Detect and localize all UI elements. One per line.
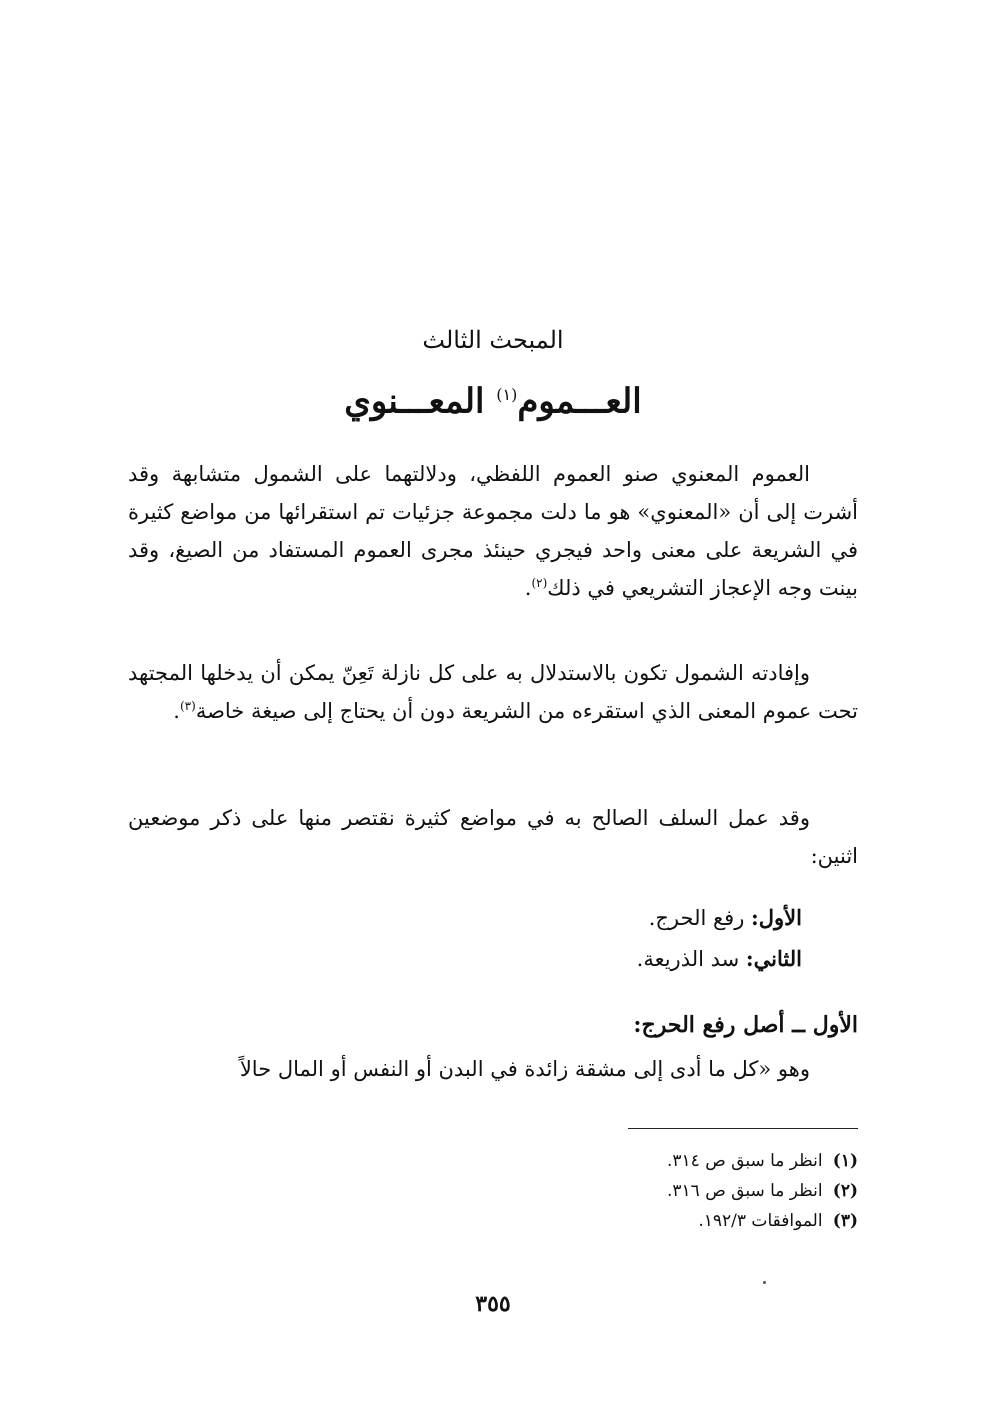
paragraph-1-text: العموم المعنوي صنو العموم اللفظي، ودلالتهما على الشمول متشابهة وقد أشرت إلى أن «المعنوي» هو ما دلت مجموعة جزئيات تم استقرائها من مواضع كثيرة في الشريعة على معنى واحد فيجري حينئذ مجرى العموم المستفاد من الصيغ، وقد بينت وجه الإعجاز التشريعي في ذلك bbox=[128, 462, 858, 600]
section-title-part-1: العـــموم bbox=[517, 381, 642, 422]
footnote-1-text: انظر ما سبق ص ٣١٤. bbox=[666, 1151, 823, 1171]
list-item-second-text: سد الذريعة. bbox=[636, 947, 746, 971]
footnote-ref-2: (٢) bbox=[531, 576, 548, 590]
paragraph-1 bbox=[128, 455, 858, 607]
footnote-2-text: انظر ما سبق ص ٣١٦. bbox=[666, 1181, 823, 1201]
paragraph-2 bbox=[128, 654, 858, 730]
footnote-2 bbox=[458, 1176, 858, 1206]
scan-speck bbox=[763, 1281, 766, 1284]
subheading: الأول ــ أصل رفع الحرج: bbox=[633, 1012, 858, 1038]
list-item-second-label: الثاني: bbox=[745, 946, 802, 971]
page-number: ٣٥٥ bbox=[475, 1291, 511, 1317]
footnote-1-number: (١) bbox=[832, 1151, 858, 1171]
footnote-divider bbox=[628, 1128, 858, 1129]
footnote-ref-1: (١) bbox=[496, 385, 518, 404]
list-item-second bbox=[637, 941, 802, 977]
footnote-ref-3: (٣) bbox=[179, 699, 196, 713]
list-item-first bbox=[649, 900, 802, 936]
footnotes bbox=[458, 1146, 858, 1236]
section-title bbox=[0, 370, 986, 426]
footnote-3-number: (٣) bbox=[832, 1211, 858, 1231]
footnote-3 bbox=[458, 1206, 858, 1236]
section-title-part-2: المعـــنوي bbox=[344, 381, 497, 422]
paragraph-3: وقد عمل السلف الصالح به في مواضع كثيرة نقتصر منها على ذكر موضعين اثنين: bbox=[128, 806, 858, 868]
list-item-first-label: الأول: bbox=[751, 905, 802, 930]
footnote-3-text: الموافقات ١٩٢/٣. bbox=[698, 1211, 823, 1231]
paragraph-1-end: . bbox=[524, 576, 532, 600]
footnote-2-number: (٢) bbox=[832, 1181, 858, 1201]
paragraph-2-end: . bbox=[173, 699, 180, 723]
list-item-first-text: رفع الحرج. bbox=[648, 906, 752, 930]
chapter-heading: المبحث الثالث bbox=[422, 326, 564, 354]
paragraph-4: وهو «كل ما أدى إلى مشقة زائدة في البدن أو النفس أو المال حالاً bbox=[239, 1057, 810, 1081]
footnote-1 bbox=[458, 1146, 858, 1176]
paragraph-2-text: وإفادته الشمول تكون بالاستدلال به على كل نازلة تَعِنّ يمكن أن يدخلها المجتهد تحت عموم المعنى الذي استقرءه من الشريعة دون أن يحتاج إلى صيغة خاصة bbox=[128, 661, 858, 723]
